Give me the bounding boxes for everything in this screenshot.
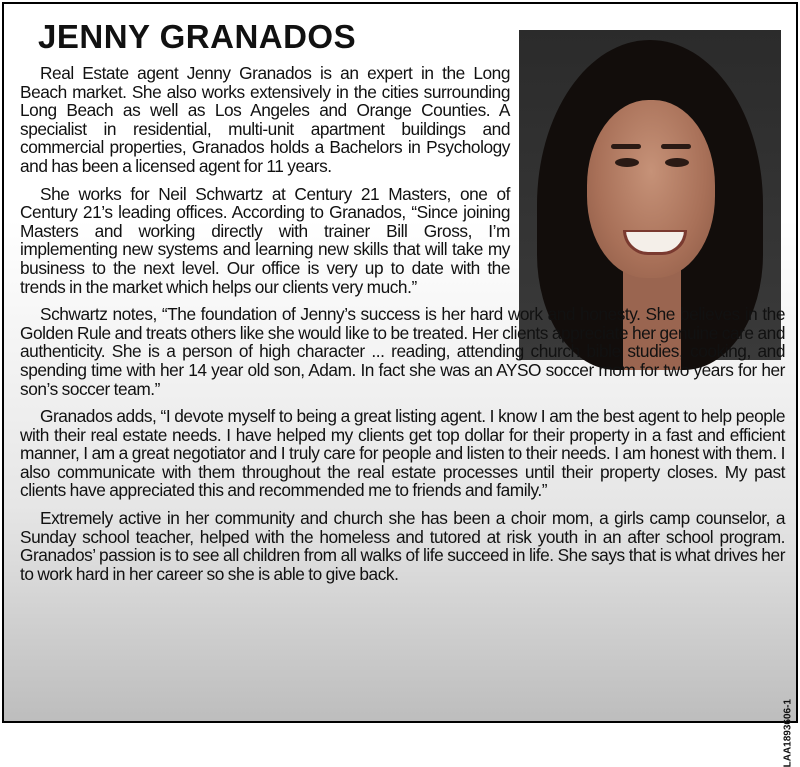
paragraph-community: Extremely active in her community and church she has been a choir mom, a girls camp counselor, a Sunday school teacher, helped with the homeless and tutored at risk youth in an after school program. Granados’ passion is to see all children from all walks of life succeed in life. She says that is what drives her to work hard in her career so she is able to give back.: [20, 508, 785, 584]
advertorial-frame: [2, 2, 798, 767]
headline: JENNY GRANADOS: [38, 18, 357, 55]
paragraph-intro: Real Estate agent Jenny Granados is an expert in the Long Beach market. She also works extensively in the cities surrounding Long Beach as well as Los Angeles and Orange Counties. A specialist in residential, multi-unit apartment buildings and commercial properties, Granados holds a Bachelors in Psychology and has been a licensed agent for 11 years.: [20, 63, 510, 176]
ad-code: LAA1893606-1: [782, 699, 793, 767]
paragraph-schwartz-quote: Schwartz notes, “The foundation of Jenny’s success is her hard work and honesty. She believes in the Golden Rule and treats others like she would like to be treated. Her clients appreciate her genuine care and authenticity. She is a person of high character ... reading, attending church bible studies, cooking, and spending time with her 14 year old son, Adam. In fact she was an AYSO soccer mom for two years for her son’s soccer team.”: [20, 304, 785, 399]
paragraph-granados-quote: Granados adds, “I devote myself to being a great listing agent. I know I am the best agent to help people with their real estate needs. I have helped my clients get top dollar for their property in a fast and efficient manner, I am a great negotiator and I truly care for people and listen to their needs. I am honest with them. I also communicate with them throughout the real estate processes until their property closes. My past clients have appreciated this and recommended me to friends and family.”: [20, 406, 785, 501]
article-body: [20, 64, 785, 592]
paragraph-employer: She works for Neil Schwartz at Century 21 Masters, one of Century 21’s leading offices. According to Granados, “Since joining Masters and working directly with trainer Bill Gross, I’m implementing new systems and learning new skills that will take my business to the next level. Our office is very up to date with the trends in the market which helps our clients very much.”: [20, 183, 510, 297]
